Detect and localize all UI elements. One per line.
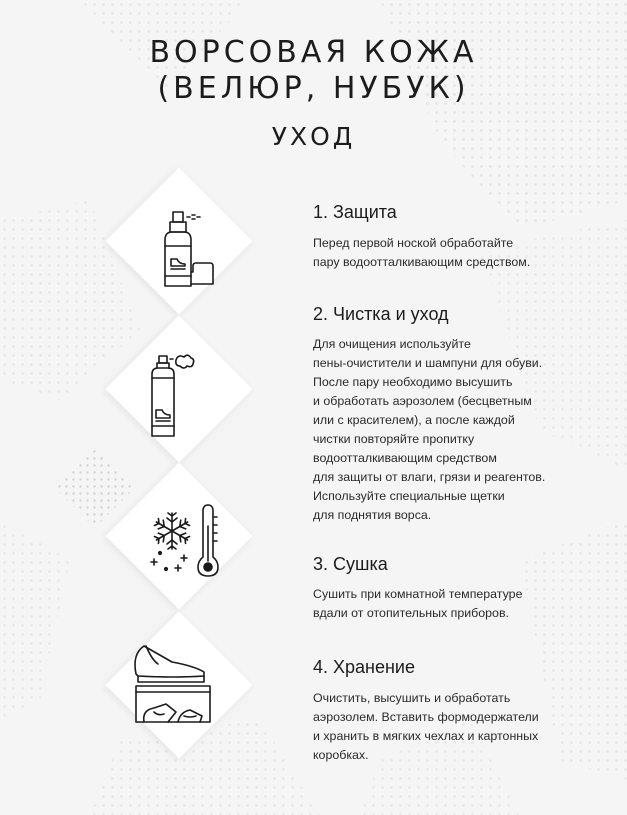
section-2-heading: 2. Чистка и уход xyxy=(313,304,449,324)
aerosol-spray-icon xyxy=(124,334,234,444)
page-subtitle: УХОД xyxy=(271,122,356,151)
section-3-heading: 3. Сушка xyxy=(313,554,388,574)
section-4-text: Очистить, высушить и обработать аэрозолем. Вставить формодержатели и хранить в мягких чехлах и картонных коробках. xyxy=(313,691,539,762)
page-title-line-1: ВОРСОВАЯ КОЖА xyxy=(149,35,478,70)
spray-bottle-and-sponge-icon xyxy=(124,186,234,296)
snowflake-thermometer-icon xyxy=(124,481,234,591)
page-title-line-2: (ВЕЛЮР, НУБУК) xyxy=(157,71,470,106)
section-1-heading: 1. Защита xyxy=(313,202,397,222)
section-4-heading: 4. Хранение xyxy=(313,657,415,677)
section-2-text: Для очищения используйте пены-очистители и шампуни для обуви. После пару необходимо высушить и обработать аэрозолем (бесцветным или с красителем), а после каждой чистки повторяйте пропитку водоотталкивающим средством для защиты от влаги, грязи и реагентов. Используйте специальные щетки для поднятия ворса. xyxy=(313,337,546,522)
shoe-box-icon xyxy=(124,630,234,740)
section-3-text: Сушить при комнатной температуре вдали от отопительных приборов. xyxy=(313,587,523,620)
section-1-text: Перед первой ноской обработайте пару водоотталкивающим средством. xyxy=(313,236,531,269)
